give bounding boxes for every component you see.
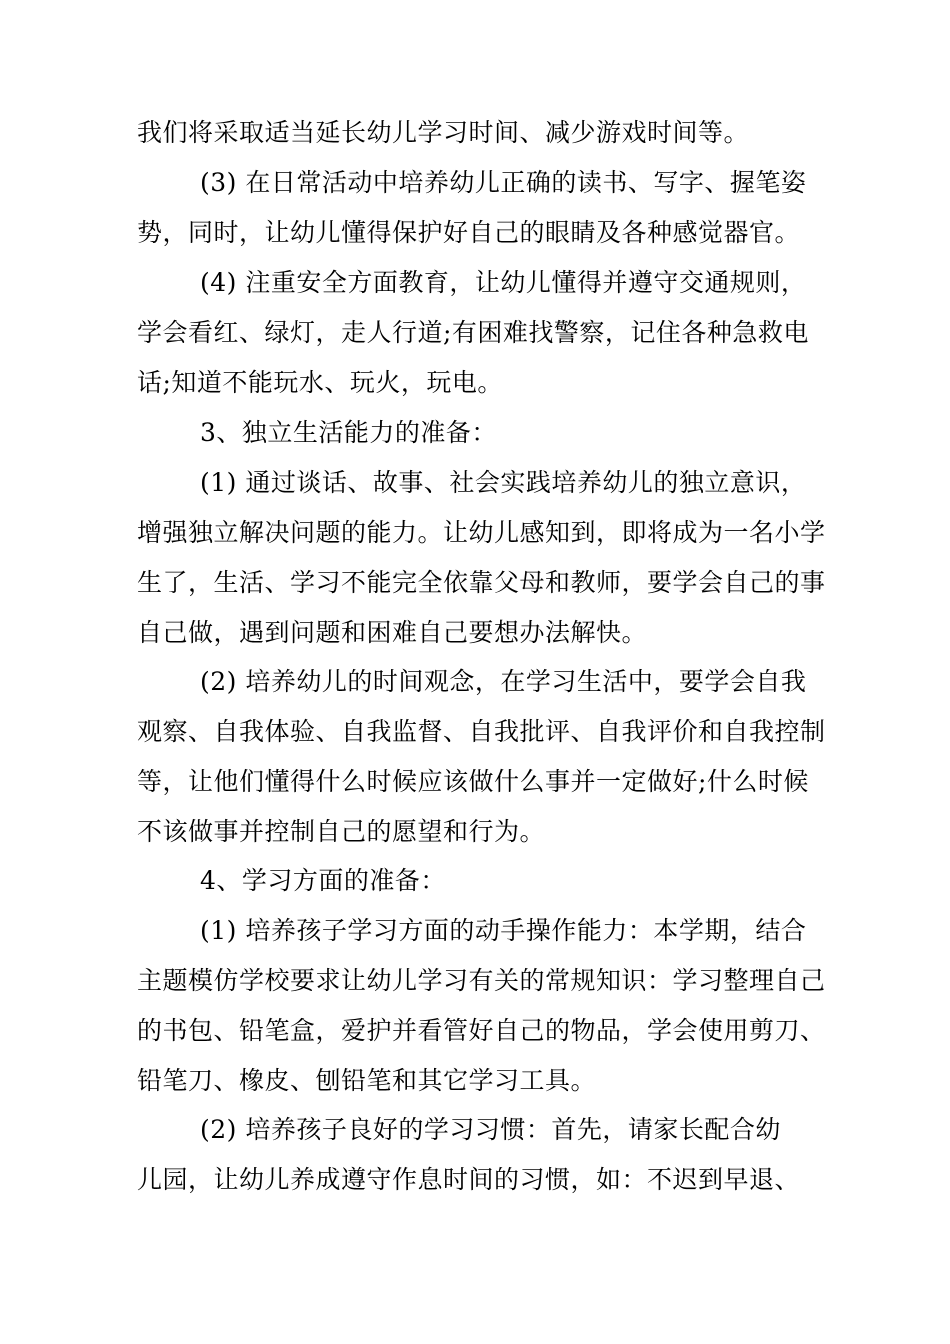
text-line: 不该做事并控制自己的愿望和行为。 — [137, 817, 546, 846]
text-line: (2) 培养幼儿的时间观念，在学习生活中，要学会自我 — [200, 667, 807, 696]
paragraph — [137, 458, 837, 658]
text-line: 等，让他们懂得什么时候应该做什么事并一定做好;什么时候 — [137, 767, 809, 796]
text-line: (2) 培养孩子良好的学习习惯：首先，请家长配合幼 — [200, 1115, 781, 1144]
paragraph — [137, 657, 837, 857]
text-line: 生了，生活、学习不能完全依靠父母和教师，要学会自己的事 — [137, 568, 826, 597]
paragraph — [137, 108, 837, 158]
text-line: 我们将采取适当延长幼儿学习时间、减少游戏时间等。 — [137, 118, 750, 147]
text-line: 儿园，让幼儿养成遵守作息时间的习惯，如：不迟到早退、 — [137, 1165, 801, 1194]
text-line: 学会看红、绿灯，走人行道;有困难找警察，记住各种急救电 — [137, 318, 809, 347]
text-line: 主题模仿学校要求让幼儿学习有关的常规知识：学习整理自己 — [137, 966, 826, 995]
text-line: (1) 培养孩子学习方面的动手操作能力：本学期，结合 — [200, 916, 807, 945]
section-heading — [137, 408, 837, 458]
text-line: 4、学习方面的准备： — [200, 866, 446, 895]
paragraph — [137, 1105, 837, 1205]
text-line: (3) 在日常活动中培养幼儿正确的读书、写字、握笔姿 — [200, 168, 807, 197]
text-line: 话;知道不能玩水、玩火，玩电。 — [137, 368, 503, 397]
paragraph — [137, 258, 837, 408]
text-line: 铅笔刀、橡皮、刨铅笔和其它学习工具。 — [137, 1066, 597, 1095]
text-line: 自己做，遇到问题和困难自己要想办法解快。 — [137, 618, 648, 647]
section-heading — [137, 856, 837, 906]
paragraph — [137, 158, 837, 258]
text-line: (4) 注重安全方面教育，让幼儿懂得并遵守交通规则， — [200, 268, 807, 297]
paragraph — [137, 906, 837, 1106]
text-line: 观察、自我体验、自我监督、自我批评、自我评价和自我控制 — [137, 717, 826, 746]
text-line: (1) 通过谈话、故事、社会实践培养幼儿的独立意识， — [200, 468, 807, 497]
text-line: 增强独立解决问题的能力。让幼儿感知到，即将成为一名小学 — [137, 518, 826, 547]
text-line: 的书包、铅笔盒，爱护并看管好自己的物品，学会使用剪刀、 — [137, 1016, 826, 1045]
text-line: 势，同时，让幼儿懂得保护好自己的眼睛及各种感觉器官。 — [137, 218, 801, 247]
text-line: 3、独立生活能力的准备： — [200, 418, 497, 447]
